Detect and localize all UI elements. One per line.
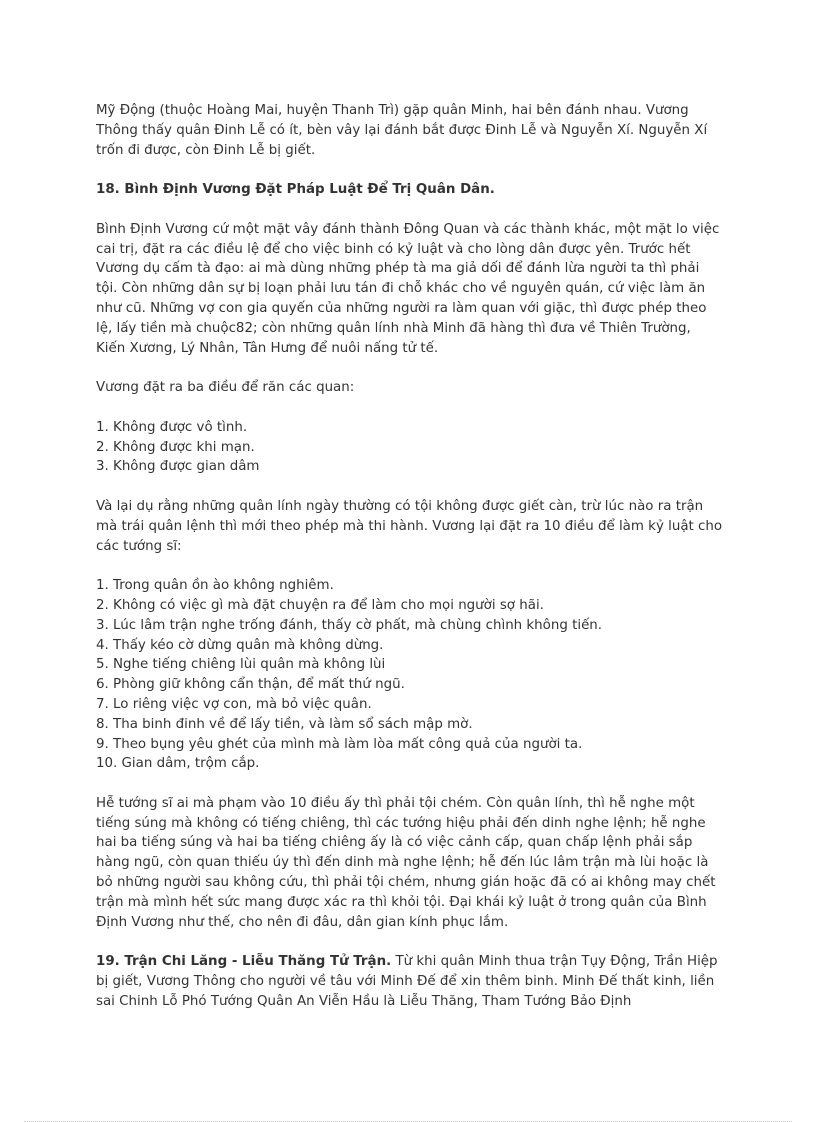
section-19-paragraph (96, 952, 724, 1011)
soldier-rules-list (96, 576, 724, 774)
list-item: 10. Gian dâm, trộm cắp. (96, 756, 260, 772)
list-item: 9. Theo bụng yêu ghét của mình mà làm lòa mất công quả của người ta. (96, 736, 583, 752)
section-18-paragraph-4: Hễ tướng sĩ ai mà phạm vào 10 điều ấy thì phải tội chém. Còn quân lính, thì hễ nghe một tiếng súng mà không có tiếng chiêng, thì các tướng hiệu phải đến dinh nghe lệnh; hễ nghe hai ba tiếng súng và hai ba tiếng chiêng ấy là có việc cảnh cấp, quan chấp lệnh phải sắp hàng ngũ, còn quan thiếu úy thì đến dinh mà nghe lệnh; hễ đến lúc lâm trận mà lùi hoặc là bỏ những người sau không cứu, thì phải tội chém, nhưng gián hoặc đã có ai không may chết trận mà mình hết sức mang được xác ra thì khỏi tội. Đại khái kỷ luật ở trong quân của Bình Định Vương như thế, cho nên đi đâu, dân gian kính phục lắm. (96, 795, 716, 930)
section-18-heading: 18. Bình Định Vương Đặt Pháp Luật Để Trị Quân Dân. (96, 182, 495, 198)
page-bottom-rule (24, 1121, 792, 1122)
list-item: 5. Nghe tiếng chiêng lùi quân mà không lùi (96, 657, 386, 673)
list-item: 8. Tha binh đinh về để lấy tiền, và làm sổ sách mập mờ. (96, 716, 473, 732)
section-18-paragraph-2: Vương đặt ra ba điều để răn các quan: (96, 380, 355, 396)
list-item: 2. Không có việc gì mà đặt chuyện ra để làm cho mọi người sợ hãi. (96, 597, 544, 613)
list-item: 3. Không được gian dâm (96, 459, 260, 475)
list-item: 7. Lo riêng việc vợ con, mà bỏ việc quân. (96, 696, 372, 712)
section-18-paragraph-3: Và lại dụ rằng những quân lính ngày thường có tội không được giết càn, trừ lúc nào ra trận mà trái quân lệnh thì mới theo phép mà thi hành. Vương lại đặt ra 10 điều để làm kỷ luật cho các tướng sĩ: (96, 498, 723, 554)
list-item: 3. Lúc lâm trận nghe trống đánh, thấy cờ phất, mà chùng chình không tiến. (96, 617, 603, 633)
list-item: 1. Trong quân ồn ào không nghiêm. (96, 578, 334, 594)
intro-paragraph: Mỹ Động (thuộc Hoàng Mai, huyện Thanh Trì) gặp quân Minh, hai bên đánh nhau. Vương Thông thấy quân Đinh Lễ có ít, bèn vây lại đánh bắt được Đinh Lễ và Nguyễn Xí. Nguyễn Xí trốn đi được, còn Đinh Lễ bị giết. (96, 103, 708, 158)
list-item: 2. Không được khi mạn. (96, 439, 255, 455)
list-item: 1. Không được vô tình. (96, 419, 248, 435)
list-item: 6. Phòng giữ không cẩn thận, để mất thứ ngũ. (96, 677, 405, 693)
section-19-heading: 19. Trận Chi Lăng - Liễu Thăng Tử Trận. (96, 954, 392, 970)
document-body (96, 101, 724, 1012)
section-19-text: Từ khi quân Minh thua trận Tụy Động, Trần Hiệp bị giết, Vương Thông cho người về tâu với Minh Đế để xin thêm binh. Minh Đế thất kinh, liền sai Chinh Lỗ Phó Tướng Quân An Viễn Hầu là Liễu Thăng, Tham Tướng Bảo Định (96, 954, 718, 1009)
list-item: 4. Thấy kéo cờ dừng quân mà không dừng. (96, 637, 384, 653)
section-18-paragraph-1: Bình Định Vương cứ một mặt vây đánh thành Đông Quan và các thành khác, một mặt lo việc cai trị, đặt ra các điều lệ để cho việc binh có kỷ luật và cho lòng dân được yên. Trước hết Vương dụ cấm tà đạo: ai mà dùng những phép tà ma giả dối để đánh lừa người ta thì phải tội. Còn những dân sự bị loạn phải lưu tán đi chỗ khác cho về nguyên quán, cứ việc làm ăn như cũ. Những vợ con gia quyến của những người ra làm quan với giặc, thì được phép theo lệ, lấy tiền mà chuộc82; còn những quân lính nhà Minh đã hàng thì đưa về Thiên Trường, Kiến Xương, Lý Nhân, Tân Hưng để nuôi nấng tử tế. (96, 221, 720, 356)
officials-rules-list (96, 418, 724, 477)
